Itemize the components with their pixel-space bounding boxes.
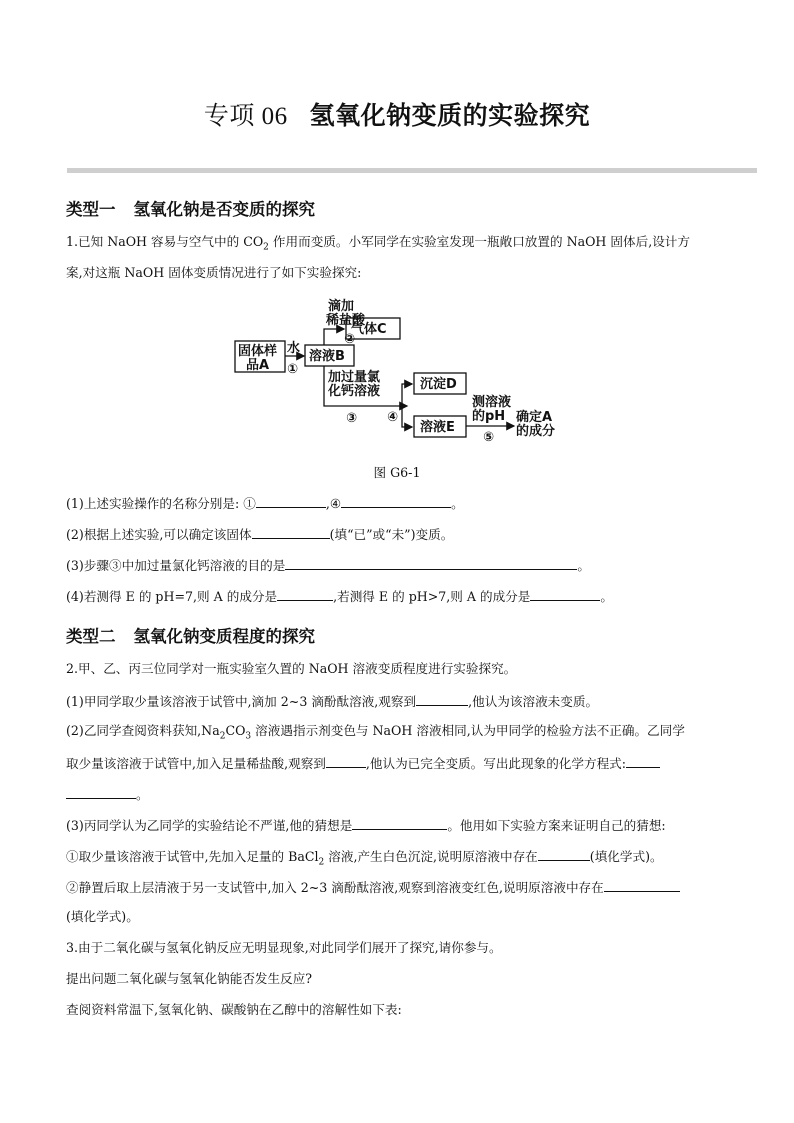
q1-part-4: (4)若测得 E 的 pH=7,则 A 的成分是 ,若测得 E 的 pH>7,则 A 的成分是 。 bbox=[66, 586, 613, 606]
q1-part-1: (1)上述实验操作的名称分别是: ① ,④ 。 bbox=[66, 493, 464, 513]
page-title bbox=[0, 96, 794, 132]
drip-label-2: 稀盐酸 bbox=[326, 313, 366, 328]
q2-step-1: ①取少量该溶液于试管中,先加入足量的 BaCl$_2$ 溶液,产生白色沉淀,说明原溶液中存在 (填化学式)。 bbox=[66, 846, 663, 872]
q1-line-1: 1.已知 NaOH 容易与空气中的 $CO_2$ 作用而变质。小军同学在实验室发现一瓶敞口放置的 NaOH 固体后,设计方 bbox=[66, 234, 690, 253]
section-heading-1 bbox=[66, 196, 315, 220]
step-3-label: ③ bbox=[346, 411, 358, 426]
flow-diagram bbox=[232, 296, 572, 444]
answer-blank[interactable] bbox=[538, 846, 590, 861]
q2-step-2-line-2: (填化学式)。 bbox=[66, 909, 139, 924]
solution-b-label: 溶液B bbox=[309, 349, 345, 364]
q2-part-2-line-3: 。 bbox=[66, 784, 149, 804]
measure-label-1: 测溶液 bbox=[472, 395, 512, 410]
answer-blank[interactable] bbox=[256, 493, 326, 508]
section-2-text: 氢氧化钠变质程度的探究 bbox=[133, 627, 315, 646]
title-prefix: 专项 06 bbox=[203, 103, 288, 130]
q2-intro: 2.甲、乙、丙三位同学对一瓶实验室久置的 NaOH 溶液变质程度进行实验探究。 bbox=[66, 661, 517, 676]
solution-e-label: 溶液E bbox=[420, 420, 455, 435]
result-label-2: 的成分 bbox=[516, 424, 556, 439]
section-heading-2 bbox=[66, 623, 315, 647]
title-divider bbox=[67, 168, 757, 173]
arrow-to-precipitate bbox=[402, 384, 412, 406]
answer-blank[interactable] bbox=[326, 753, 366, 768]
q1-part-2: (2)根据上述实验,可以确定该固体 (填“已”或“未”)变质。 bbox=[66, 524, 453, 544]
answer-blank[interactable] bbox=[66, 784, 136, 799]
step-4-label: ④ bbox=[387, 410, 399, 425]
q2-part-2-line-2: 取少量该溶液于试管中,加入足量稀盐酸,观察到 ,他认为已完全变质。写出此现象的化学方程式: bbox=[66, 753, 660, 773]
step-2-label: ② bbox=[344, 332, 356, 347]
answer-blank[interactable] bbox=[341, 493, 451, 508]
section-1-label: 类型一 bbox=[66, 200, 116, 219]
q3-question: 提出问题二氧化碳与氢氧化钠能否发生反应? bbox=[66, 971, 313, 986]
calcium-label-1: 加过量氯 bbox=[328, 370, 381, 385]
measure-label-2: 的pH bbox=[472, 409, 506, 424]
arrow-to-solution-e bbox=[402, 406, 412, 427]
answer-blank[interactable] bbox=[352, 815, 447, 830]
answer-blank[interactable] bbox=[626, 753, 660, 768]
step-5-label: ⑤ bbox=[483, 430, 495, 444]
sample-label-2: 品A bbox=[246, 358, 270, 373]
precipitate-d-label: 沉淀D bbox=[420, 377, 457, 392]
q2-part-1: (1)甲同学取少量该溶液于试管中,滴加 2~3 滴酚酞溶液,观察到 ,他认为该溶液未变质。 bbox=[66, 691, 598, 711]
section-2-label: 类型二 bbox=[66, 627, 116, 646]
answer-blank[interactable] bbox=[252, 524, 330, 539]
answer-blank[interactable] bbox=[277, 586, 333, 601]
q2-part-3: (3)丙同学认为乙同学的实验结论不严谨,他的猜想是 。他用如下实验方案来证明自己的猜想: bbox=[66, 815, 666, 835]
q3-intro: 3.由于二氧化碳与氢氧化钠反应无明显现象,对此同学们展开了探究,请你参与。 bbox=[66, 940, 502, 955]
sample-label-1: 固体样 bbox=[238, 344, 278, 359]
gas-c-label: 气体C bbox=[351, 322, 387, 337]
arrow-to-gas bbox=[324, 329, 344, 345]
q2-part-2-line-1: (2)乙同学查阅资料获知$,Na_2CO_3$ 溶液遇指示剂变色与 NaOH 溶液相同,认为甲同学的检验方法不正确。乙同学 bbox=[66, 723, 685, 742]
title-main: 氢氧化钠变质的实验探究 bbox=[309, 101, 591, 130]
answer-blank[interactable] bbox=[285, 555, 577, 570]
section-1-text: 氢氧化钠是否变质的探究 bbox=[133, 200, 315, 219]
drip-label-1: 滴加 bbox=[328, 299, 355, 314]
q1-line-2: 案,对这瓶 NaOH 固体变质情况进行了如下实验探究: bbox=[66, 265, 362, 280]
q2-step-2-line-1: ②静置后取上层清液于另一支试管中,加入 2~3 滴酚酞溶液,观察到溶液变红色,说明原溶液中存在 bbox=[66, 877, 680, 897]
calcium-label-2: 化钙溶液 bbox=[328, 384, 381, 399]
q3-info: 查阅资料常温下,氢氧化钠、碳酸钠在乙醇中的溶解性如下表: bbox=[66, 1002, 402, 1017]
answer-blank[interactable] bbox=[530, 586, 600, 601]
q1-part-3: (3)步骤③中加过量氯化钙溶液的目的是 。 bbox=[66, 555, 590, 575]
step-1-label: ① bbox=[287, 362, 299, 377]
figure-caption: 图 G6-1 bbox=[373, 465, 421, 480]
water-label: 水 bbox=[287, 341, 301, 356]
answer-blank[interactable] bbox=[416, 691, 468, 706]
result-label-1: 确定A bbox=[516, 410, 553, 425]
answer-blank[interactable] bbox=[604, 877, 680, 892]
